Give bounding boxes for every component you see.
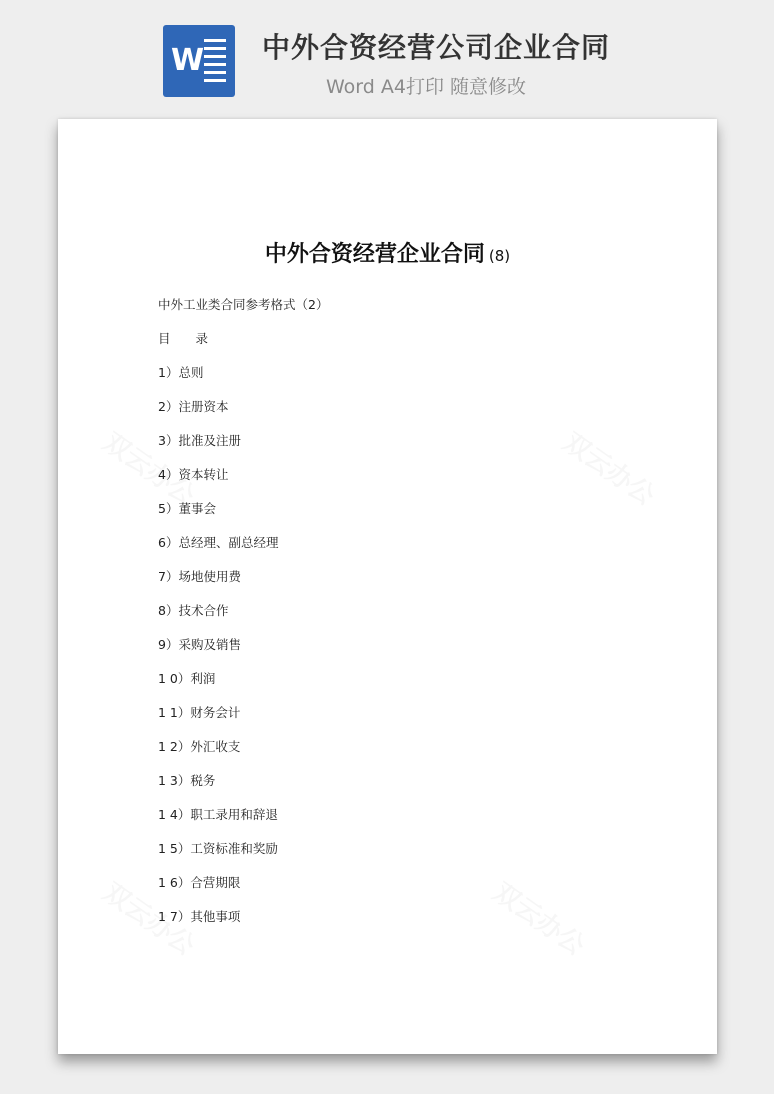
document-line: 5）董事会 — [158, 501, 216, 516]
document-line: 1 5）工资标准和奖励 — [158, 841, 278, 856]
document-line: 目 录 — [158, 331, 209, 346]
document-line: 1 4）职工录用和辞退 — [158, 807, 278, 822]
document-line: 7）场地使用费 — [158, 569, 241, 584]
document-line: 8）技术合作 — [158, 603, 229, 618]
header-title: 中外合资经营公司企业合同 — [262, 31, 611, 64]
document-line: 1 1）财务会计 — [158, 705, 241, 720]
document-line: 4）资本转让 — [158, 467, 229, 482]
document-line: 1 3）税务 — [158, 773, 216, 788]
document-line: 9）采购及销售 — [158, 637, 241, 652]
word-logo-lines — [204, 39, 226, 87]
watermark — [557, 423, 663, 513]
document-line: 1）总则 — [158, 365, 204, 380]
document-line: 1 7）其他事项 — [158, 909, 241, 924]
document-line: 1 6）合营期限 — [158, 875, 241, 890]
document-title-text: 中外合资经营企业合同 — [264, 242, 485, 267]
document-line: 3）批准及注册 — [158, 433, 241, 448]
document-line: 1 0）利润 — [158, 671, 216, 686]
document-page — [58, 119, 717, 1054]
document-title — [58, 237, 717, 268]
page-header — [0, 0, 774, 110]
document-line: 中外工业类合同参考格式（2） — [158, 297, 329, 312]
document-line: 1 2）外汇收支 — [158, 739, 241, 754]
word-logo-letter: W — [171, 43, 205, 78]
watermark — [487, 873, 593, 963]
header-subtitle: Word A4打印 随意修改 — [326, 76, 527, 98]
word-logo-icon — [163, 25, 235, 97]
document-line: 6）总经理、副总经理 — [158, 535, 279, 550]
document-title-number: (8) — [488, 247, 511, 265]
document-line: 2）注册资本 — [158, 399, 229, 414]
